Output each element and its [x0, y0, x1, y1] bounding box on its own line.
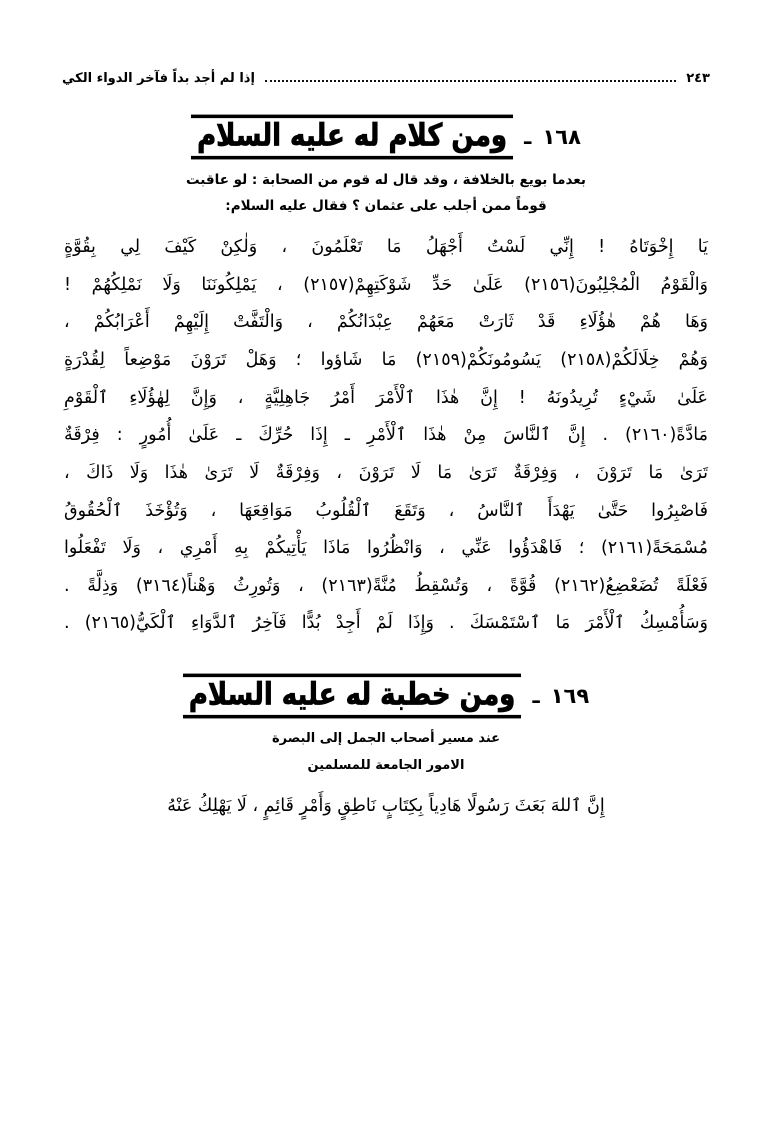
section-dash: ـ [532, 684, 540, 708]
body-line: وَالْقَوْمُ الْمُجْلِبُونَ(٢١٥٦) عَلَىٰ حَدِّ شَوْكَتِهِمْ(٢١٥٧) ، يَمْلِكُونَنَا وَلَا نَمْلِكُهُمْ ! [64, 274, 709, 295]
page-header [62, 64, 710, 92]
section-heading-168 [62, 118, 710, 156]
body-line: فَاصْبِرُوا حَتَّىٰ يَهْدَأَ ٱلنَّاسُ ، وَتَقَعَ ٱلْقُلُوبُ مَوَاقِعَهَا ، وَتُؤْخَذَ ٱلْحُقُوقُ [64, 500, 708, 521]
subtitle-line: بعدما بويع بالخلافة ، وقد قال له قوم من الصحابة : لو عاقبت [185, 171, 586, 188]
running-title: إذا لم أجد بداً فآخر الدواء الكي [62, 70, 255, 86]
body-line: مَادَّةً(٢١٦٠) . إِنَّ ٱلنَّاسَ مِنْ هٰذَا ٱلْأَمْرِ ـ إِذَا حُرِّكَ ـ عَلَىٰ أُمُورٍ : فِرْقَةٌ [64, 425, 708, 446]
ornamental-title: ومن كلام له عليه السلام [191, 115, 513, 160]
ornamental-title: ومن خطبة له عليه السلام [183, 674, 522, 719]
body-line: عَلَىٰ شَيْءٍ تُرِيدُونَهُ ! إِنَّ هٰذَا ٱلْأَمْرَ أَمْرُ جَاهِلِيَّةٍ ، وَإِنَّ لِهٰؤُلَاءِ ٱلْقَوْمِ [64, 387, 708, 408]
page-number: ٢٤٣ [686, 70, 710, 86]
section-topic-169: الامور الجامعة للمسلمين [307, 758, 465, 774]
body-line: يَا إِخْوَتَاهُ ! إِنِّي لَسْتُ أَجْهَلُ مَا تَعْلَمُونَ ، وَلٰكِنْ كَيْفَ لِي بِقُوَّةٍ [64, 237, 708, 258]
section-gap [62, 643, 710, 659]
section-body-168 [64, 229, 708, 643]
section-subtitle-169: عند مسير أصحاب الجمل إلى البصرة [271, 730, 501, 746]
section-number: ١٦٩ [550, 684, 590, 708]
section-heading-169 [62, 677, 710, 715]
body-line: وَسَأُمْسِكُ ٱلْأَمْرَ مَا ٱسْتَمْسَكَ . وَإِذَا لَمْ أَجِدْ بُدًّا فَآخِرُ ٱلدَّوَاءِ ٱلْكَيُّ(٢١٦٥) . [64, 613, 709, 634]
section-body-169: إِنَّ ٱللهَ بَعَثَ رَسُولًا هَادِياً بِكِتَابٍ نَاطِقٍ وَأَمْرٍ قَائِمٍ ، لَا يَهْلِكُ عَنْهُ [167, 795, 605, 816]
body-line: وَهُمْ خِلَالَكُمْ(٢١٥٨) يَسُومُونَكُمْ(٢١٥٩) مَا شَاؤوا ؛ وَهَلْ تَرَوْنَ مَوْضِعاً لِقُدْرَةٍ [64, 350, 708, 371]
body-line: تَرَىٰ مَا تَرَوْنَ ، وَفِرْقَةٌ تَرَىٰ مَا لَا تَرَوْنَ ، وَفِرْقَةٌ لَا تَرَىٰ هٰذَا وَلَا ذَاكَ ، [64, 462, 708, 483]
section-number: ١٦٨ [542, 124, 581, 149]
subtitle-line: قوماً ممن أجلب على عثمان ؟ فقال عليه السلام: [225, 197, 547, 214]
section-dash: ـ [524, 124, 532, 149]
body-line: فَعْلَةً تُضَعْضِعُ(٢١٦٢) قُوَّةً ، وَتُسْقِطُ مُنَّةً(٢١٦٣) ، وَتُورِثُ وَهْناً(٣١٦٤) وَذِلَّةً . [64, 575, 709, 596]
body-line: وَهَا هُمْ هٰؤُلَاءِ قَدْ ثَارَتْ مَعَهُمْ عِبْدَانُكُمْ ، وَالْتَفَّتْ إِلَيْهِمْ أَعْرَابُكُمْ ، [64, 312, 708, 333]
body-line: مُسْمَحَةً(٢١٦١) ؛ فَاهْدَؤُوا عَنِّي ، وَانْظُرُوا مَاذَا يَأْتِيكُمْ بِهِ أَمْرِي ، وَلَا تَفْعَلُوا [64, 538, 708, 559]
header-divider [265, 79, 676, 82]
section-subtitle-168 [102, 168, 670, 219]
